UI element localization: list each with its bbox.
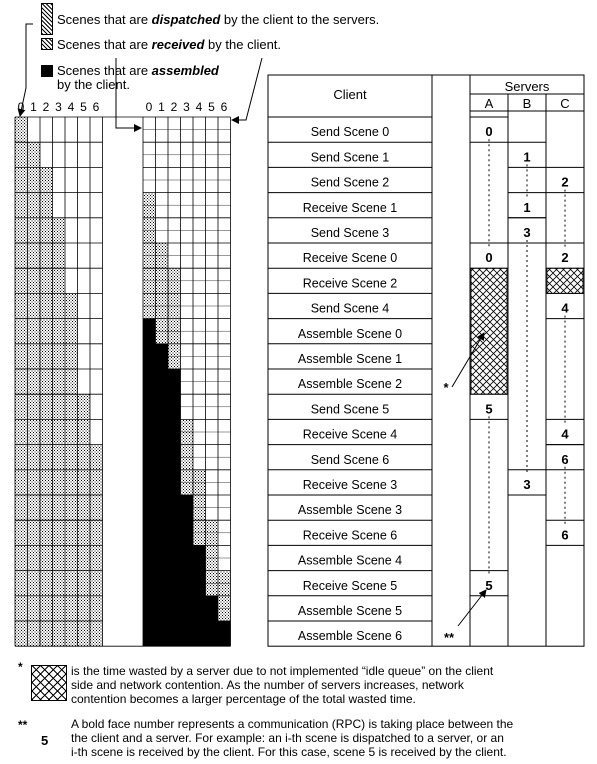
idle-wasted-swatch: [31, 665, 67, 701]
left-grid-scene-number: 1: [30, 100, 37, 114]
client-step: Receive Scene 1: [302, 200, 398, 215]
mid-grid-scene-number: 6: [220, 100, 228, 114]
client-step: Assemble Scene 5: [297, 604, 403, 618]
dispatched-cell: [15, 167, 28, 192]
dispatched-cell: [53, 293, 66, 318]
legend-assembled-line2: by the client.: [57, 77, 130, 92]
client-step: Send Scene 3: [310, 226, 390, 240]
dispatched-cell: [65, 419, 78, 444]
dispatched-cell: [53, 571, 66, 596]
dispatched-cell: [40, 419, 53, 444]
left-grid-scene-number: 2: [42, 100, 50, 114]
client-step: Assemble Scene 3: [297, 503, 403, 518]
dispatched-cell: [53, 495, 66, 520]
client-step: Receive Scene 0: [302, 251, 398, 266]
dispatched-cell: [65, 621, 78, 646]
client-step: Send Scene 0: [310, 125, 390, 140]
dispatched-cell: [40, 268, 53, 293]
dispatched-cell: [40, 445, 53, 470]
dispatched-cell: [40, 571, 53, 596]
dispatched-cell: [40, 621, 53, 646]
dispatched-cell: [40, 369, 53, 394]
dispatched-swatch: [41, 3, 53, 35]
server-col-header: A: [484, 96, 494, 111]
dispatched-cell: [53, 596, 66, 621]
client-step: Receive Scene 2: [302, 276, 398, 291]
dispatched-cell: [78, 621, 91, 646]
left-grid-scene-number: 6: [92, 100, 100, 114]
client-step: Send Scene 5: [310, 402, 390, 417]
scene-progress-grids: [15, 117, 231, 646]
dispatched-cell: [90, 545, 103, 570]
dispatched-cell: [15, 369, 28, 394]
dispatched-cell: [40, 470, 53, 495]
dispatched-cell: [15, 520, 28, 545]
client-step: Receive Scene 3: [302, 478, 398, 492]
dispatched-cell: [53, 218, 66, 243]
server-event-number: 0: [485, 250, 493, 266]
dispatched-cell: [65, 394, 78, 419]
dispatched-cell: [90, 495, 103, 520]
dispatched-cell: [40, 218, 53, 243]
footnote-double-star-marker: **: [18, 718, 28, 732]
dispatched-cell: [28, 571, 41, 596]
dispatched-cell: [28, 621, 41, 646]
footnote-bold-number-example: 5: [41, 733, 49, 748]
dispatched-cell: [15, 495, 28, 520]
dispatched-cell: [65, 319, 78, 344]
dispatched-cell: [65, 344, 78, 369]
dispatched-cell: [78, 419, 91, 444]
server-col-header: C: [560, 96, 570, 111]
legend-dispatched: Scenes that are dispatched by the client to the servers.: [57, 12, 380, 27]
dispatched-cell: [53, 470, 66, 495]
dispatched-cell: [15, 344, 28, 369]
server-event-number: 3: [523, 225, 531, 240]
dispatched-cell: [28, 369, 41, 394]
dispatched-cell: [78, 545, 91, 570]
server-event-number: 6: [561, 451, 569, 467]
dispatched-cell: [65, 470, 78, 495]
left-grid-scene-number: 0: [17, 100, 25, 114]
dispatched-cell: [15, 268, 28, 293]
server-event-number: 1: [523, 149, 531, 165]
dispatched-cell: [15, 545, 28, 570]
server-idle-block: [547, 268, 583, 293]
mid-grid-scene-number: 0: [145, 100, 153, 114]
dispatched-cell: [78, 520, 91, 545]
dispatched-cell: [28, 445, 41, 470]
dispatched-cell: [40, 293, 53, 318]
dispatched-cell: [65, 369, 78, 394]
dispatched-cell: [40, 167, 53, 192]
dispatched-cell: [78, 596, 91, 621]
dispatched-cell: [90, 520, 103, 545]
dispatched-cell: [40, 319, 53, 344]
legend-assembled: Scenes that are assembled: [57, 63, 219, 78]
dispatched-cell: [40, 520, 53, 545]
dispatched-cell: [65, 495, 78, 520]
dispatched-cell: [28, 218, 41, 243]
dispatched-cell: [53, 621, 66, 646]
client-step: Assemble Scene 2: [297, 377, 403, 392]
client-header: Client: [333, 87, 367, 102]
dispatched-cell: [28, 470, 41, 495]
client-step: Assemble Scene 6: [297, 629, 403, 644]
dispatched-cell: [28, 520, 41, 545]
left-grid-scene-number: 3: [55, 100, 62, 114]
dispatched-cell: [65, 545, 78, 570]
dispatched-cell: [15, 445, 28, 470]
server-col-header: B: [522, 96, 532, 111]
dispatched-cell: [53, 319, 66, 344]
dispatched-cell: [78, 495, 91, 520]
dispatched-cell: [15, 117, 28, 142]
dispatched-cell: [78, 394, 91, 419]
dispatched-cell: [40, 243, 53, 268]
mid-grid-scene-number: 1: [158, 100, 165, 114]
client-step: Assemble Scene 1: [297, 352, 403, 366]
dispatched-cell: [28, 394, 41, 419]
star-annotation: *: [443, 380, 449, 396]
client-step: Receive Scene 4: [302, 427, 398, 442]
dispatched-cell: [40, 596, 53, 621]
dispatched-cell: [90, 571, 103, 596]
dispatched-cell: [65, 596, 78, 621]
dispatched-cell: [28, 319, 41, 344]
server-event-number: 6: [561, 527, 569, 543]
footnote-star-marker: *: [18, 660, 23, 674]
client-step: Assemble Scene 0: [297, 326, 403, 341]
dispatched-cell: [28, 344, 41, 369]
server-event-number: 5: [485, 401, 493, 417]
dispatched-cell: [15, 621, 28, 646]
footnote-double-star-text: A bold face number represents a communication (RPC) is taking place between the the client and a server. For example: an i-th scene is dispatched to a server, or an i-th scene is received by the client. For this case, scene 5 is received by the client.: [71, 717, 514, 759]
dispatched-cell: [15, 193, 28, 218]
dispatched-cell: [90, 470, 103, 495]
mid-grid-scene-number: 5: [208, 100, 215, 114]
legend-received: Scenes that are received by the client.: [57, 37, 282, 52]
dispatched-cell: [78, 571, 91, 596]
dispatched-cell: [15, 571, 28, 596]
dispatched-cell: [65, 445, 78, 470]
dispatched-cell: [40, 545, 53, 570]
server-event-number: 0: [485, 124, 493, 140]
dispatched-cell: [28, 243, 41, 268]
dispatched-cell: [53, 344, 66, 369]
dispatched-cell: [65, 293, 78, 318]
dispatched-cell: [65, 571, 78, 596]
mid-grid-scene-number: 3: [183, 100, 190, 114]
client-step: Send Scene 6: [310, 452, 390, 467]
dispatched-cell: [28, 545, 41, 570]
dispatched-cell: [78, 445, 91, 470]
dispatched-cell: [78, 470, 91, 495]
dispatched-cell: [53, 394, 66, 419]
client-step: Send Scene 1: [310, 150, 390, 165]
mid-grid-scene-number: 2: [170, 100, 178, 114]
dispatched-cell: [40, 394, 53, 419]
client-step: Receive Scene 5: [302, 578, 398, 593]
dispatched-cell: [15, 470, 28, 495]
dispatched-cell: [90, 445, 103, 470]
dispatched-cell: [28, 495, 41, 520]
assembled-legend-arrow: [232, 58, 262, 120]
dispatched-cell: [15, 596, 28, 621]
dispatched-cell: [15, 243, 28, 268]
footnote-star-text: is the time wasted by a server due to not implemented “idle queue” on the client side and network contention. As the number of servers increases, network contention becomes a larger percentage of the total wasted time.: [71, 664, 494, 706]
server-event-number: 3: [523, 477, 531, 492]
dispatched-cell: [15, 293, 28, 318]
dispatched-cell: [40, 495, 53, 520]
dispatched-cell: [28, 419, 41, 444]
dispatched-cell: [90, 621, 103, 646]
client-step: Receive Scene 6: [302, 528, 398, 543]
client-step: Send Scene 4: [310, 301, 390, 316]
dispatched-cell: [28, 268, 41, 293]
left-grid-scene-number: 4: [67, 100, 75, 114]
dispatched-cell: [28, 142, 41, 167]
left-grid-scene-number: 5: [80, 100, 87, 114]
server-event-number: 4: [561, 426, 569, 442]
dispatched-cell: [53, 243, 66, 268]
dispatched-cell: [28, 596, 41, 621]
mid-grid-scene-number: 4: [195, 100, 203, 114]
dispatched-cell: [65, 520, 78, 545]
client-step: Assemble Scene 4: [297, 553, 403, 568]
dispatched-cell: [28, 167, 41, 192]
servers-header: Servers: [504, 79, 550, 94]
server-event-number: 4: [561, 300, 569, 316]
double-star-annotation: **: [443, 630, 455, 646]
dispatched-cell: [15, 218, 28, 243]
dispatched-cell: [53, 419, 66, 444]
server-event-number: 1: [523, 199, 531, 215]
dispatched-cell: [53, 268, 66, 293]
server-idle-block: [471, 268, 507, 394]
dispatched-cell: [15, 419, 28, 444]
server-event-number: 2: [561, 250, 569, 266]
dispatched-cell: [53, 445, 66, 470]
dispatched-cell: [28, 293, 41, 318]
received-swatch: [41, 38, 53, 50]
dispatched-cell: [53, 369, 66, 394]
dispatched-cell: [40, 344, 53, 369]
dispatched-cell: [53, 520, 66, 545]
dispatched-cell: [28, 193, 41, 218]
dispatched-cell: [53, 545, 66, 570]
dispatched-cell: [40, 193, 53, 218]
server-event-number: 5: [485, 577, 493, 593]
assembled-swatch: [41, 65, 53, 77]
dispatched-cell: [15, 142, 28, 167]
server-event-number: 2: [561, 174, 569, 190]
client-step: Send Scene 2: [310, 175, 390, 190]
dispatched-cell: [15, 319, 28, 344]
dispatched-cell: [90, 596, 103, 621]
dispatched-cell: [15, 394, 28, 419]
